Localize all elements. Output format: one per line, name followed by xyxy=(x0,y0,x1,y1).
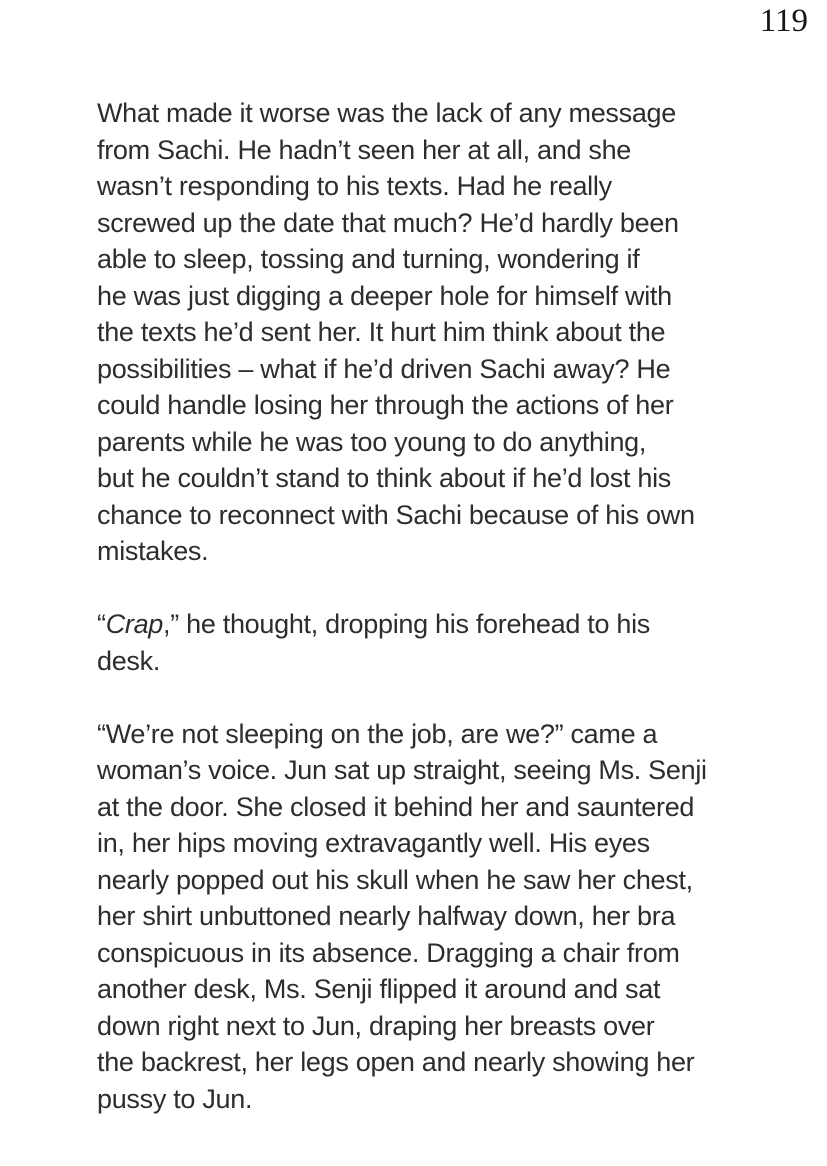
paragraph-1 xyxy=(97,95,797,570)
page-body xyxy=(97,95,797,1154)
text-line: What made it worse was the lack of any message xyxy=(97,98,676,128)
paragraph-2-line-1 xyxy=(97,606,797,643)
text-line: at the door. She closed it behind her and sauntered xyxy=(97,791,695,822)
text-line: down right next to Jun, draping her breasts over xyxy=(97,1010,655,1041)
text-line: wasn’t responding to his texts. Had he really xyxy=(97,171,612,201)
italic-word: Crap xyxy=(105,609,164,639)
text-line: pussy to Jun. xyxy=(97,1083,253,1114)
text-line: could handle losing her through the actions of her xyxy=(97,390,674,420)
text-line: parents while he was too young to do anything, xyxy=(97,426,647,457)
page-number: 119 xyxy=(759,3,808,39)
open-quote: “ xyxy=(97,609,106,639)
text-line: the texts he’d sent her. It hurt him think about the xyxy=(97,317,666,347)
text-line: from Sachi. He hadn’t seen her at all, and she xyxy=(97,134,632,165)
paragraph-2-line-1-rest: ,” he thought, dropping his forehead to his xyxy=(163,609,650,639)
text-line: another desk, Ms. Senji flipped it around and sat xyxy=(97,974,661,1004)
text-line: possibilities – what if he’d driven Sachi away? He xyxy=(97,353,671,384)
text-line: her shirt unbuttoned nearly halfway down, her bra xyxy=(97,901,676,931)
text-line: able to sleep, tossing and turning, wondering if xyxy=(97,244,640,274)
text-line: the backrest, her legs open and nearly showing her xyxy=(97,1047,695,1077)
text-line: woman’s voice. Jun sat up straight, seeing Ms. Senji xyxy=(97,755,707,785)
text-line: conspicuous in its absence. Dragging a chair from xyxy=(97,937,680,968)
paragraph-2-line-2: desk. xyxy=(97,645,161,676)
text-line: mistakes. xyxy=(97,536,209,566)
text-line: in, her hips moving extravagantly well. His eyes xyxy=(97,828,650,858)
text-line: chance to reconnect with Sachi because of his own xyxy=(97,499,695,530)
text-line: screwed up the date that much? He’d hardly been xyxy=(97,207,679,238)
text-line: but he couldn’t stand to think about if he’d lost his xyxy=(97,463,671,493)
paragraph-3 xyxy=(97,716,797,1118)
paragraph-2 xyxy=(97,606,797,679)
text-line: “We’re not sleeping on the job, are we?” came a xyxy=(97,718,658,749)
text-line: he was just digging a deeper hole for himself with xyxy=(97,280,672,311)
text-line: nearly popped out his skull when he saw her chest, xyxy=(97,864,693,895)
